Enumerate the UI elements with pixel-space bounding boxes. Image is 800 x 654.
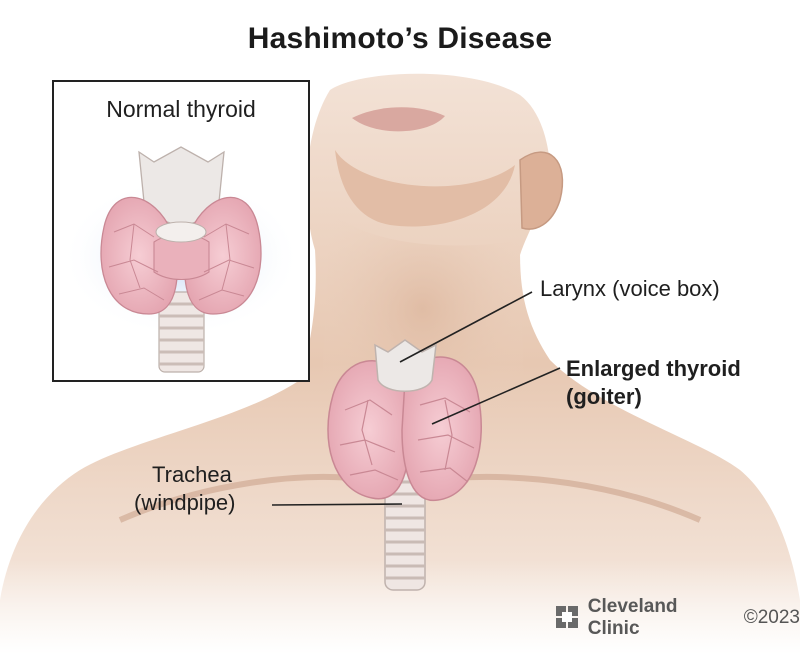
- inset-cricoid-ring: [156, 222, 206, 242]
- footer-credit: [558, 596, 800, 639]
- enlarged-thyroid-label-line2: (goiter): [566, 384, 642, 409]
- larynx-label: Larynx (voice box): [540, 276, 720, 301]
- inset-title: Normal thyroid: [106, 96, 256, 122]
- normal-thyroid-illustration: [54, 82, 308, 380]
- trachea-label-line1: Trachea: [152, 462, 232, 487]
- brand-name: Cleveland Clinic: [587, 596, 678, 639]
- trachea-label-line2: (windpipe): [134, 490, 236, 515]
- page-title: Hashimoto’s Disease: [247, 22, 553, 55]
- copyright-notice: ©2023: [743, 607, 800, 628]
- normal-thyroid-inset: [52, 80, 310, 382]
- leader-trachea: [272, 504, 402, 505]
- ear: [520, 152, 562, 229]
- logo-spacer: [558, 607, 578, 629]
- enlarged-thyroid-label-line1: Enlarged thyroid: [566, 356, 741, 381]
